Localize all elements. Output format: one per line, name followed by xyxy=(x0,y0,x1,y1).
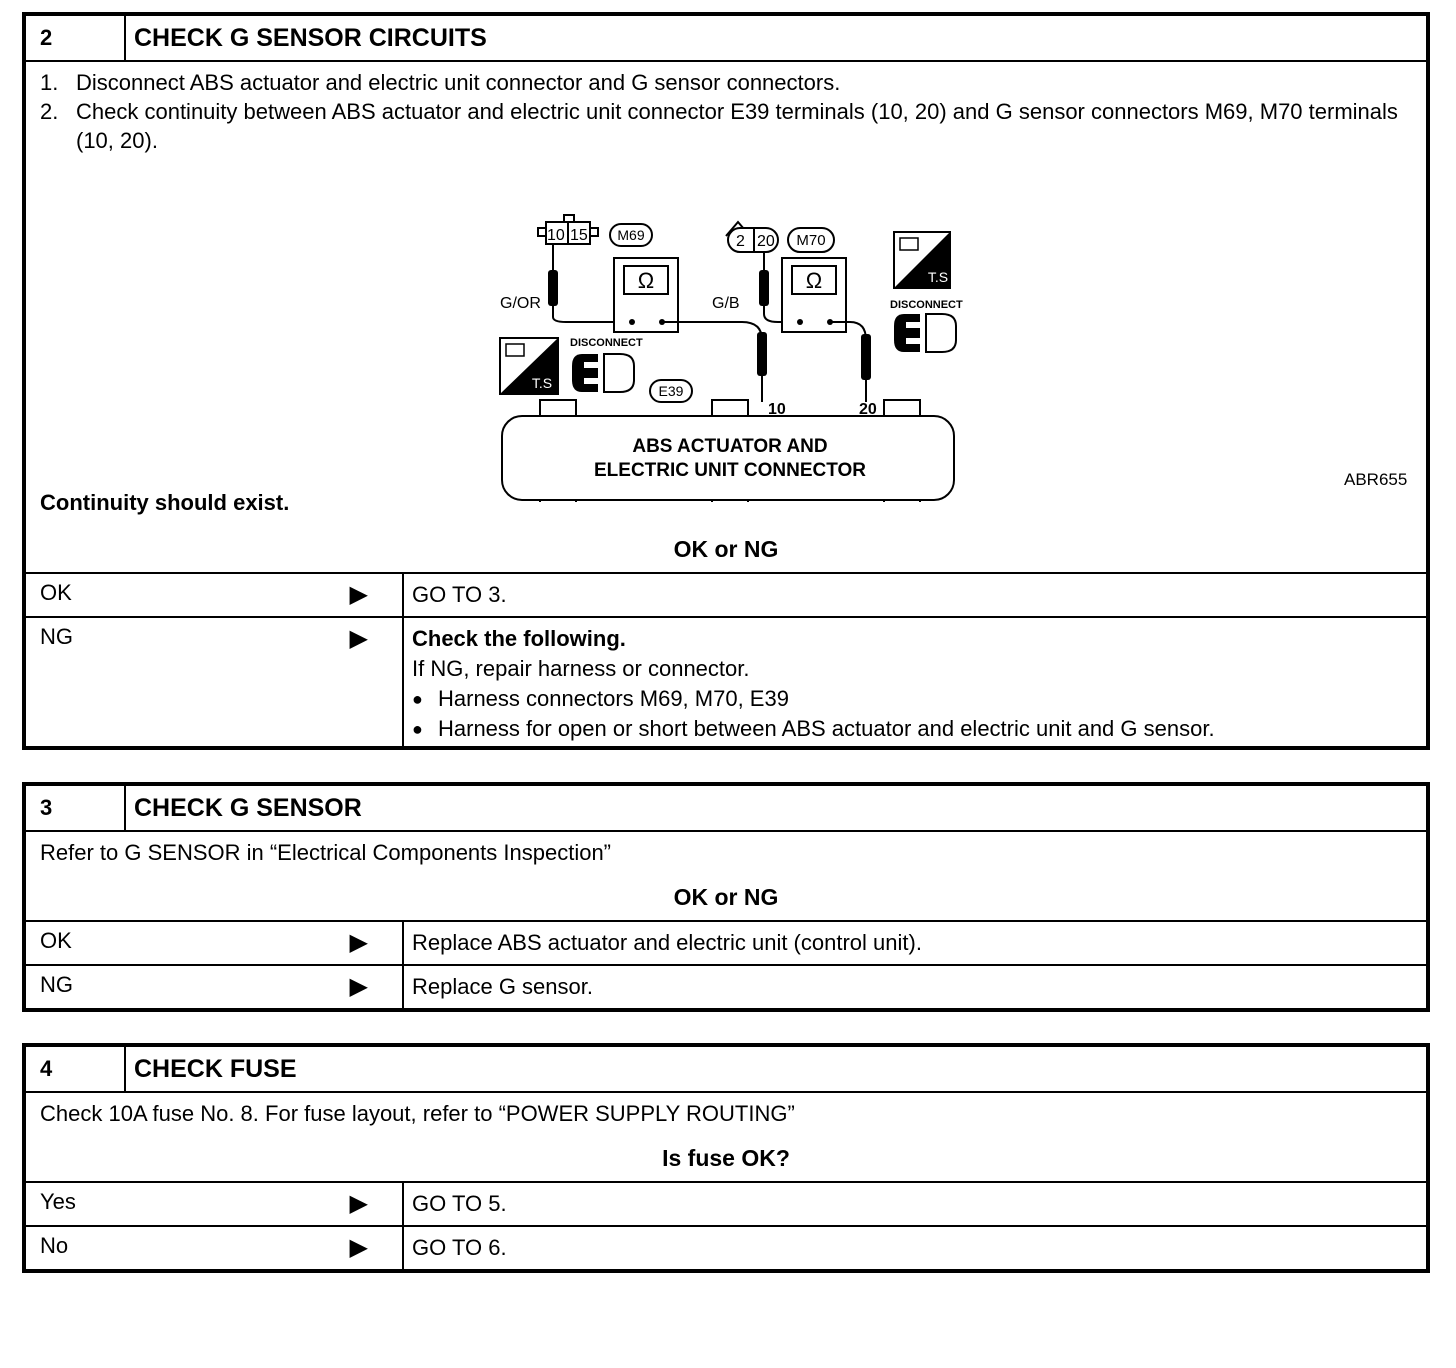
result-label: OK xyxy=(40,928,72,953)
m70-label: M70 xyxy=(796,232,826,249)
result-row-ng xyxy=(26,616,1426,746)
result-action: Replace ABS actuator and electric unit (control unit). xyxy=(412,930,922,955)
result-action: GO TO 5. xyxy=(412,1191,507,1216)
step-4-block xyxy=(22,1043,1430,1273)
terminal-10-label: 10 xyxy=(768,401,786,418)
wiring-diagram xyxy=(26,162,1426,502)
arrow-icon: ▶ xyxy=(349,929,368,956)
step-2-header xyxy=(26,16,1426,62)
disconnect-label: DISCONNECT xyxy=(570,337,643,349)
list-item: ● Harness for open or short between ABS actuator and electric unit and G sensor. xyxy=(412,714,1418,744)
step-4-header xyxy=(26,1047,1426,1093)
m69-label: M69 xyxy=(617,227,645,243)
step-number: 4 xyxy=(26,1047,126,1091)
step-number: 3 xyxy=(26,786,126,830)
result-row-ok xyxy=(26,920,1426,964)
arrow-icon: ▶ xyxy=(349,1190,368,1217)
step-3-body xyxy=(26,832,1426,920)
list-item: ● Harness connectors M69, M70, E39 xyxy=(412,684,1418,714)
svg-text:T.S: T.S xyxy=(927,269,949,285)
terminal-20-label: 20 xyxy=(859,401,877,418)
step-title: CHECK G SENSOR xyxy=(134,793,362,822)
disconnect-icon xyxy=(894,314,956,352)
step-4-body xyxy=(26,1093,1426,1181)
figure-code: ABR655 xyxy=(1344,470,1408,489)
abs-unit-connector xyxy=(502,400,954,502)
result-action: GO TO 6. xyxy=(412,1235,507,1260)
decision-question: OK or NG xyxy=(673,884,779,910)
decision-question: Is fuse OK? xyxy=(662,1145,790,1171)
result-row-yes xyxy=(26,1181,1426,1225)
result-row-ok xyxy=(26,572,1426,616)
arrow-icon: ▶ xyxy=(349,625,368,652)
step-2-body xyxy=(26,62,1426,572)
result-label: NG xyxy=(40,972,73,997)
disconnect-label: DISCONNECT xyxy=(890,299,963,311)
ohmmeter-right xyxy=(712,252,871,402)
m69-pin-15: 15 xyxy=(570,227,588,244)
arrow-icon: ▶ xyxy=(349,581,368,608)
result-action: Check the following. If NG, repair harness or connector. ● Harness connectors M69, M70, E39 ● Harness for open or short between ABS actuator and electric unit and G sensor. xyxy=(404,618,1426,746)
step-text: Check 10A fuse No. 8. For fuse layout, refer to “POWER SUPPLY ROUTING” xyxy=(40,1101,795,1126)
connector-m69 xyxy=(538,215,652,246)
connector-m70 xyxy=(726,222,834,252)
result-label: No xyxy=(40,1233,69,1258)
m70-pin-20: 20 xyxy=(757,233,775,250)
disconnect-icon xyxy=(572,354,634,392)
m69-pin-10: 10 xyxy=(547,227,565,244)
instruction-list xyxy=(26,62,1426,155)
result-row-ng xyxy=(26,964,1426,1008)
instruction-item: 1. Disconnect ABS actuator and electric unit connector and G sensor connectors. xyxy=(40,70,841,95)
step-3-header xyxy=(26,786,1426,832)
m70-pin-2: 2 xyxy=(736,233,745,250)
ts-icon xyxy=(894,232,950,288)
arrow-icon: ▶ xyxy=(349,973,368,1000)
ohm-symbol: Ω xyxy=(805,268,823,293)
result-action: GO TO 3. xyxy=(412,582,507,607)
bullet-icon: ● xyxy=(412,689,423,709)
bullet-icon: ● xyxy=(412,719,423,739)
unit-label-line2: ELECTRIC UNIT CONNECTOR xyxy=(594,460,866,481)
expected-result: Continuity should exist. xyxy=(40,490,290,515)
ohm-symbol: Ω xyxy=(637,268,655,293)
wire-label-g-b: G/B xyxy=(712,295,740,312)
unit-label-line1: ABS ACTUATOR AND xyxy=(632,436,828,457)
step-2-block xyxy=(22,12,1430,750)
decision-question: OK or NG xyxy=(673,536,779,562)
step-title: CHECK FUSE xyxy=(134,1054,297,1083)
result-row-no xyxy=(26,1225,1426,1269)
e39-label: E39 xyxy=(658,383,684,399)
wire-label-g-or: G/OR xyxy=(500,295,541,312)
step-number: 2 xyxy=(26,16,126,60)
arrow-icon: ▶ xyxy=(349,1234,368,1261)
ts-icon xyxy=(500,338,558,394)
svg-text:T.S: T.S xyxy=(531,375,553,391)
step-3-block xyxy=(22,782,1430,1012)
result-label: NG xyxy=(40,624,73,649)
result-label: Yes xyxy=(40,1189,76,1214)
result-action: Replace G sensor. xyxy=(412,974,593,999)
instruction-item: 2. Check continuity between ABS actuator and electric unit connector E39 terminals (10, 20) and G sensor connectors M69, M70 terminals (10, 20). xyxy=(40,99,1398,153)
result-label: OK xyxy=(40,580,72,605)
step-title: CHECK G SENSOR CIRCUITS xyxy=(134,23,487,52)
step-text: Refer to G SENSOR in “Electrical Components Inspection” xyxy=(40,840,612,865)
